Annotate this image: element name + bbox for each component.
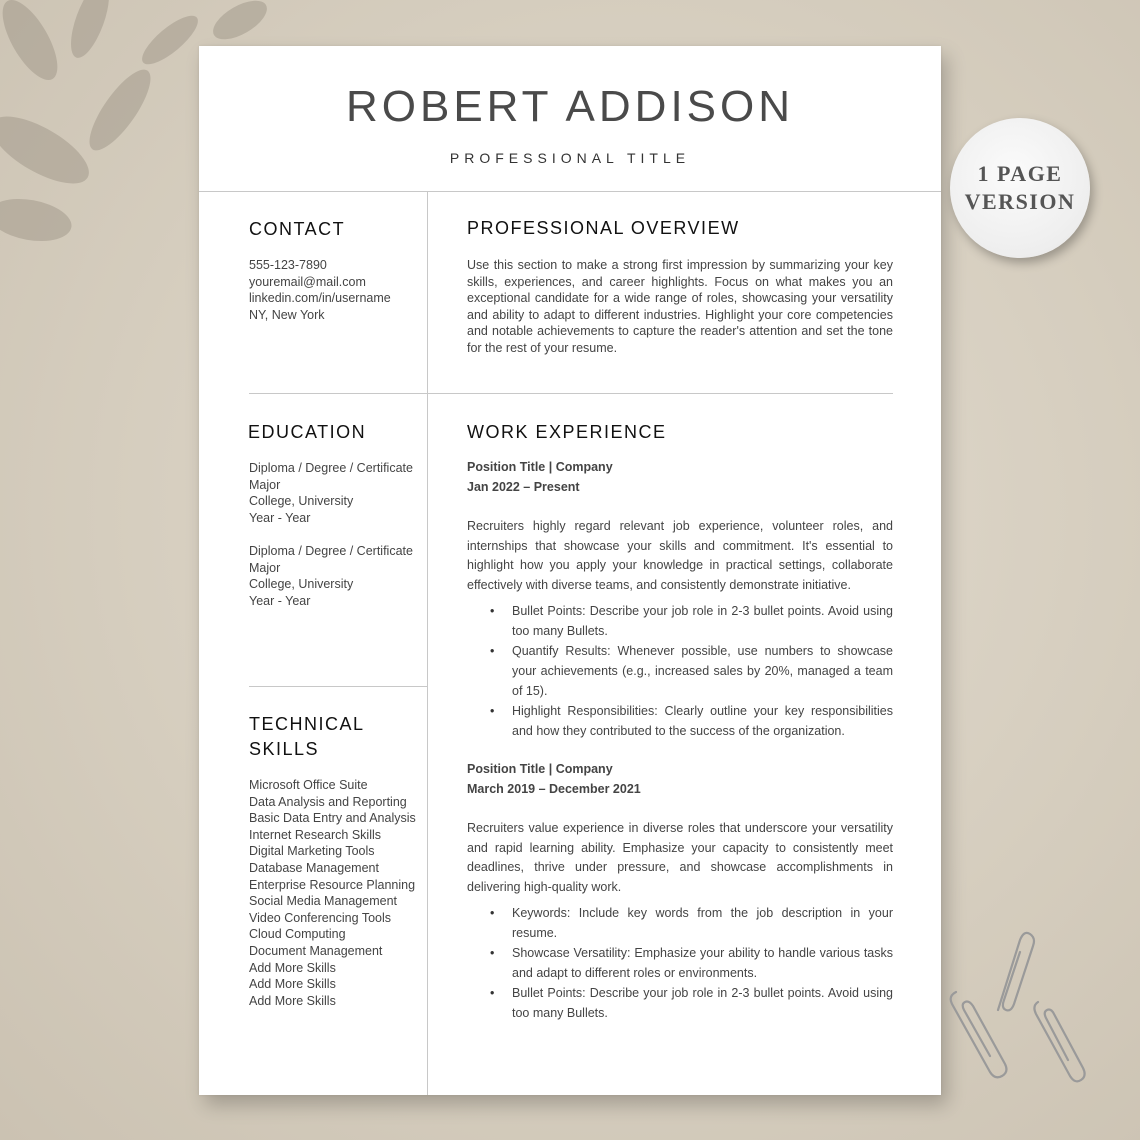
skill-item: Add More Skills bbox=[249, 993, 336, 1008]
education-degree: Diploma / Degree / Certificate bbox=[249, 461, 413, 475]
contact-email: youremail@mail.com bbox=[249, 274, 366, 289]
skills-heading-line1: TECHNICAL bbox=[249, 714, 365, 734]
professional-title: PROFESSIONAL TITLE bbox=[449, 150, 691, 166]
job-bullet: • Keywords: Include key words from the job description in your resume. bbox=[512, 903, 893, 943]
overview-heading: PROFESSIONAL OVERVIEW bbox=[467, 218, 740, 238]
skill-item: Add More Skills bbox=[249, 977, 336, 992]
skill-item: Data Analysis and Reporting bbox=[249, 794, 407, 809]
job-bullet: • Highlight Responsibilities: Clearly outline your key responsibilities and how they contributed to the success of the organization. bbox=[512, 701, 893, 741]
skills-list bbox=[249, 777, 416, 1009]
education-entry bbox=[249, 543, 413, 609]
skill-item: Basic Data Entry and Analysis bbox=[249, 811, 416, 826]
skill-item: Add More Skills bbox=[249, 960, 336, 975]
contact-phone: 555-123-7890 bbox=[249, 258, 327, 272]
paperclips-decoration bbox=[940, 930, 1100, 1090]
resume-page bbox=[199, 46, 941, 1095]
job-bullets bbox=[467, 601, 893, 741]
education-degree: Diploma / Degree / Certificate bbox=[249, 544, 413, 558]
job-bullets bbox=[467, 903, 893, 1023]
skill-item: Cloud Computing bbox=[249, 927, 346, 942]
badge-line-2: VERSION bbox=[964, 189, 1076, 214]
job-summary: Recruiters highly regard relevant job experience, volunteer roles, and internships that showcase your skills and commitment. It's essential to highlight how you apply your knowledge in practical settings, collaborate effectively with diverse teams, and consistently demonstrate initiative. bbox=[467, 519, 893, 592]
skill-item: Social Media Management bbox=[249, 894, 397, 909]
education-school: College, University bbox=[249, 494, 354, 509]
job-dates: Jan 2022 – Present bbox=[467, 480, 580, 494]
skill-item: Database Management bbox=[249, 860, 379, 875]
job-bullet: • Bullet Points: Describe your job role in 2-3 bullet points. Avoid using too many Bullets. bbox=[512, 601, 893, 641]
job-position: Position Title | Company bbox=[467, 762, 613, 776]
contact-list bbox=[249, 257, 391, 323]
contact-location: NY, New York bbox=[249, 307, 325, 322]
education-major: Major bbox=[249, 477, 281, 492]
right-divider-1 bbox=[428, 393, 893, 394]
education-years: Year - Year bbox=[249, 510, 311, 525]
contact-linkedin: linkedin.com/in/username bbox=[249, 291, 391, 306]
header-divider bbox=[199, 191, 941, 192]
skill-item: Internet Research Skills bbox=[249, 827, 382, 842]
badge-line-1: 1 PAGE bbox=[977, 161, 1063, 186]
left-divider-1 bbox=[249, 393, 427, 394]
job-summary: Recruiters value experience in diverse roles that underscore your versatility and rapid learning ability. Emphasize your capacity to consistently meet deadlines, thrive under pressure, and showcase accomplishments in delivering high-quality work. bbox=[467, 821, 893, 894]
skill-item: Microsoft Office Suite bbox=[249, 778, 368, 792]
job-header bbox=[467, 457, 613, 497]
experience-heading: WORK EXPERIENCE bbox=[467, 422, 667, 442]
job-bullet: • Bullet Points: Describe your job role in 2-3 bullet points. Avoid using too many Bullets. bbox=[512, 983, 893, 1023]
job-bullet: • Showcase Versatility: Emphasize your ability to handle various tasks and adapt to different roles or environments. bbox=[512, 943, 893, 983]
one-page-version-badge bbox=[950, 118, 1090, 258]
candidate-name: ROBERT ADDISON bbox=[345, 82, 795, 131]
education-major: Major bbox=[249, 560, 281, 575]
job-header bbox=[467, 759, 641, 799]
education-years: Year - Year bbox=[249, 593, 311, 608]
skill-item: Video Conferencing Tools bbox=[249, 910, 391, 925]
education-school: College, University bbox=[249, 577, 354, 592]
skills-heading bbox=[249, 712, 365, 762]
education-heading: EDUCATION bbox=[248, 422, 367, 442]
skill-item: Digital Marketing Tools bbox=[249, 844, 375, 859]
skill-item: Enterprise Resource Planning bbox=[249, 877, 416, 892]
job-dates: March 2019 – December 2021 bbox=[467, 782, 641, 796]
skills-heading-line2: SKILLS bbox=[249, 739, 320, 759]
overview-text: Use this section to make a strong first impression by summarizing your key skills, experiences, and career highlights. Focus on what makes you an exceptional candidate for a wide range of roles, showcasing your versatility and ability to adapt to different industries. Highlight your core competencies and notable achievements to capture the reader's attention and set the tone for the rest of your resume. bbox=[467, 258, 893, 355]
skill-item: Document Management bbox=[249, 943, 383, 958]
education-entry bbox=[249, 460, 413, 526]
left-divider-2 bbox=[249, 686, 427, 687]
job-position: Position Title | Company bbox=[467, 460, 613, 474]
column-divider bbox=[427, 192, 428, 1095]
contact-heading: CONTACT bbox=[249, 219, 346, 239]
job-bullet: • Quantify Results: Whenever possible, use numbers to showcase your achievements (e.g., increased sales by 20%, managed a team of 15). bbox=[512, 641, 893, 701]
